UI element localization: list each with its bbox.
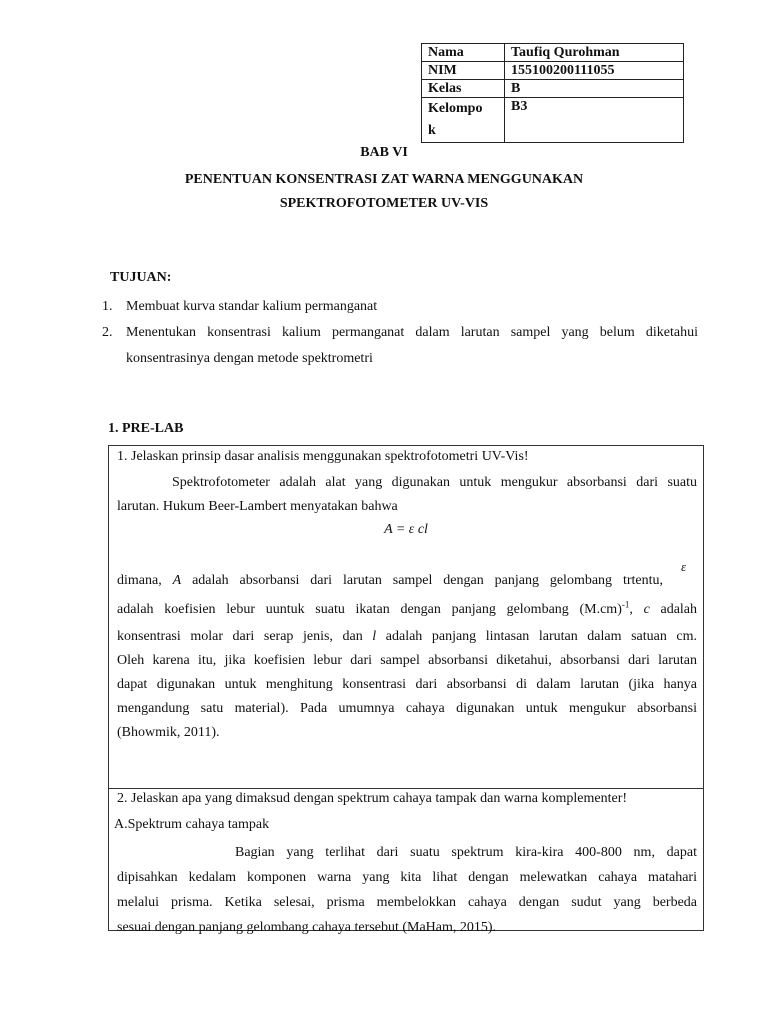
superscript: -1 [621, 599, 630, 610]
explanation-line-7: (Bhowmik, 2011). [117, 725, 220, 740]
explanation-line-6: mengandung satu material). Pada umumnya cahaya digunakan untuk mengukur absorbansi [117, 701, 697, 716]
prelab-question-1-box [108, 445, 704, 789]
question-2-explanation [117, 840, 697, 940]
answer-line-1: Bagian yang terlihat dari suatu spektrum kira-kira 400-800 nm, dapat [235, 845, 697, 860]
value-kelompok: B3 [505, 98, 684, 143]
title-line-1: PENENTUAN KONSENTRASI ZAT WARNA MENGGUNAKAN [184, 172, 584, 187]
intro-line-2: larutan. Hukum Beer-Lambert menyatakan bahwa [117, 499, 398, 514]
list-item [102, 320, 698, 372]
explanation-line-4: Oleh karena itu, jika koefisien lebur dari sampel absorbansi diketahui, absorbansi dari larutan [117, 653, 697, 668]
value-kelas: B [505, 80, 684, 98]
explanation-line-1 [117, 567, 697, 595]
list-item [102, 294, 698, 320]
question-1-intro [117, 471, 697, 519]
beer-lambert-formula: A = ε cl [384, 522, 428, 537]
text-span: adalah absorbansi dari larutan sampel dengan panjang gelombang trtentu, [192, 573, 664, 588]
question-1-explanation [117, 567, 697, 745]
identity-row-kelompok [422, 98, 684, 143]
label-kelompok-line2: k [428, 123, 436, 138]
list-number: 1. [102, 299, 113, 314]
title-line-2: SPEKTROFOTOMETER UV-VIS [279, 196, 489, 211]
prelab-question-2-box [108, 788, 704, 935]
text-span: , [629, 602, 633, 617]
identity-row-nim [422, 62, 684, 80]
explanation-line-3 [117, 625, 697, 649]
var-l: l [372, 629, 377, 644]
answer-line-4: sesuai dengan panjang gelombang cahaya tersebut (MaHam, 2015). [117, 920, 497, 935]
value-nim: 155100200111055 [505, 62, 684, 80]
identity-row-nama [422, 44, 684, 62]
intro-line-1 [117, 471, 697, 495]
question-2-text: 2. Jelaskan apa yang dimaksud dengan spektrum cahaya tampak dan warna komplementer! [117, 791, 628, 806]
intro-line-1-text: Spektrofotometer adalah alat yang digunakan untuk mengukur absorbansi dari suatu [172, 475, 697, 490]
tujuan-heading: TUJUAN: [110, 270, 172, 285]
list-number: 2. [102, 325, 113, 340]
question-1-text: 1. Jelaskan prinsip dasar analisis menggunakan spektrofotometri UV-Vis! [117, 449, 529, 464]
label-kelompok-line1: Kelompo [428, 101, 483, 116]
text-span: adalah koefisien lebur uuntuk suatu ikatan dengan panjang gelombang (M.cm) [117, 602, 622, 617]
list-text-line2: konsentrasinya dengan metode spektrometri [126, 351, 373, 366]
text-span: dimana, [117, 573, 162, 588]
label-nama: Nama [422, 44, 505, 62]
answer-line-2: dipisahkan kedalam komponen warna yang kita lihat dengan melewatkan cahaya matahari [117, 870, 697, 885]
list-text-line1: Menentukan konsentrasi kalium permanganat dalam larutan sampel yang belum diketahui [126, 325, 698, 340]
chapter-heading: BAB VI [360, 145, 408, 160]
explanation-line-5: dapat digunakan untuk menghitung konsentrasi dari absorbansi di dalam larutan (jika hanya [117, 677, 697, 692]
label-kelompok [422, 98, 505, 143]
explanation-line-2 [117, 595, 697, 625]
label-kelas: Kelas [422, 80, 505, 98]
label-nim: NIM [422, 62, 505, 80]
text-span: konsentrasi molar dari serap jenis, dan [117, 629, 363, 644]
epsilon-symbol: ε [681, 559, 687, 574]
prelab-heading: 1. PRE-LAB [108, 421, 184, 436]
value-nama: Taufiq Qurohman [505, 44, 684, 62]
question-2-subheading: A.Spektrum cahaya tampak [114, 817, 270, 832]
text-span: adalah panjang lintasan larutan dalam satuan cm. [385, 629, 698, 644]
text-span: adalah [660, 602, 698, 617]
identity-table [421, 43, 684, 143]
list-text: Membuat kurva standar kalium permanganat [126, 299, 378, 314]
var-c: c [643, 602, 650, 617]
tujuan-list [102, 294, 698, 372]
var-a: A [172, 573, 182, 588]
identity-row-kelas [422, 80, 684, 98]
answer-line-3: melalui prisma. Ketika selesai, prisma membelokkan cahaya dengan sudut yang berbeda [117, 895, 697, 910]
